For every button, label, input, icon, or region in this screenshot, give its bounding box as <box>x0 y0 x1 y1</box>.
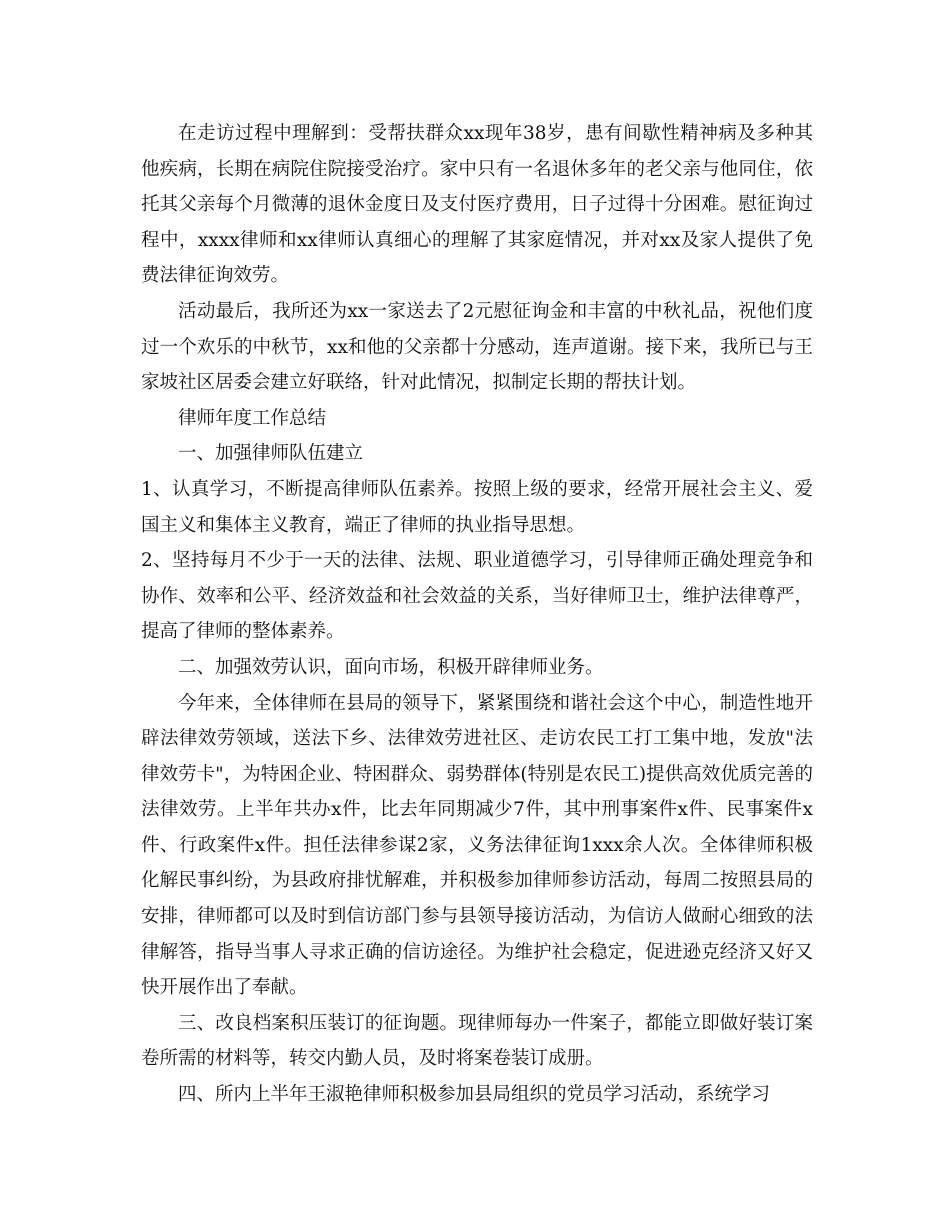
section-heading-service-awareness: 二、加强效劳认识，面向市场，积极开辟律师业务。 <box>178 656 604 678</box>
paragraph-party-study: 四、所内上半年王淑艳律师积极参加县局组织的党员学习活动，系统学习 <box>178 1084 771 1106</box>
document-body <box>141 116 813 1113</box>
paragraph-activity-end: 活动最后，我所还为xx一家送去了2元慰征询金和丰富的中秋礼品，祝他们度过一个欢乐的中秋节，xx和他的父亲都十分感动，连声道谢。接下来，我所已与王家坡社区居委会建立好联络，针对此情况，拟制定长期的帮扶计划。 <box>141 300 813 394</box>
list-item-1: 1、认真学习，不断提高律师队伍素养。按照上级的要求，经常开展社会主义、爱国主义和集体主义教育，端正了律师的执业指导思想。 <box>141 478 813 536</box>
section-heading-annual-summary: 律师年度工作总结 <box>178 407 327 429</box>
section-heading-team-building: 一、加强律师队伍建立 <box>178 443 364 465</box>
paragraph-this-year: 今年来，全体律师在县局的领导下，紧紧围绕和谐社会这个中心，制造性地开辟法律效劳领域，送法下乡、法律效劳进社区、走访农民工打工集中地，发放"法律效劳卡"，为特困企业、特困群众、弱势群体(特别是农民工)提供高效优质完善的法律效劳。上半年共办x件，比去年同期减少7件，其中刑事案件x件、民事案件x件、行政案件x件。担任法律参谋2家，义务法律征询1xxx余人次。全体律师积极化解民事纠纷，为县政府排忧解难，并积极参加律师参访活动，每周二按照县局的安排，律师都可以及时到信访部门参与县领导接访活动，为信访人做耐心细致的法律解答，指导当事人寻求正确的信访途径。为维护社会稳定，促进逊克经济又好又快开展作出了奉献。 <box>141 692 813 999</box>
paragraph-archive-improvement: 三、改良档案积压装订的征询题。现律师每办一件案子，都能立即做好装订案卷所需的材料等，转交内勤人员，及时将案卷装订成册。 <box>141 1012 813 1070</box>
list-item-2: 2、坚持每月不少于一天的法律、法规、职业道德学习，引导律师正确处理竞争和协作、效率和公平、经济效益和社会效益的关系，当好律师卫士，维护法律尊严，提高了律师的整体素养。 <box>141 550 813 643</box>
paragraph-visit-findings: 在走访过程中理解到：受帮扶群众xx现年38岁，患有间歇性精神病及多种其他疾病，长期在病院住院接受治疗。家中只有一名退休多年的老父亲与他同住，依托其父亲每个月微薄的退休金度日及支付医疗费用，日子过得十分困难。慰征询过程中，xxxx律师和xx律师认真细心的理解了其家庭情况，并对xx及家人提供了免费法律征询效劳。 <box>141 123 813 287</box>
